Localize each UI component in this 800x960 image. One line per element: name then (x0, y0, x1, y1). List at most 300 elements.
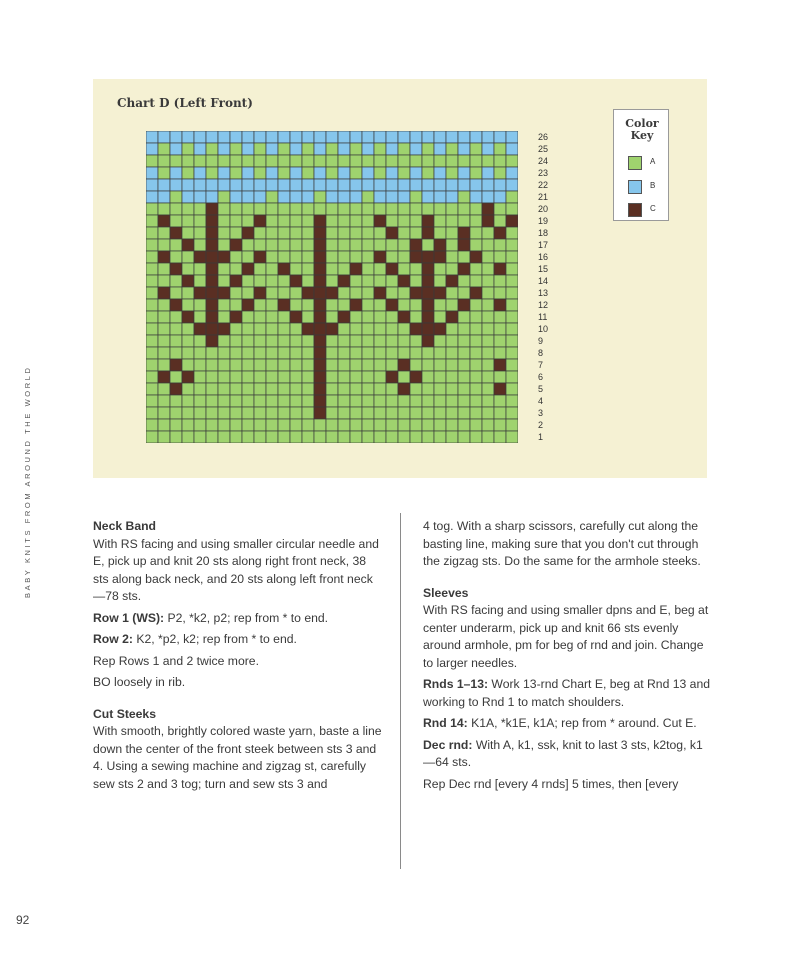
chart-cell (254, 215, 266, 227)
chart-cell (326, 155, 338, 167)
chart-cell (470, 299, 482, 311)
chart-cell (422, 275, 434, 287)
chart-cell (194, 347, 206, 359)
chart-cell (242, 419, 254, 431)
chart-cell (146, 131, 158, 143)
chart-cell (374, 395, 386, 407)
chart-cell (302, 251, 314, 263)
chart-cell (494, 311, 506, 323)
chart-cell (218, 143, 230, 155)
chart-cell (326, 299, 338, 311)
chart-cell (266, 239, 278, 251)
chart-cell (146, 155, 158, 167)
chart-cell (326, 239, 338, 251)
row-number-label: 16 (538, 252, 549, 262)
chart-cell (230, 395, 242, 407)
chart-cell (338, 371, 350, 383)
chart-cell (170, 323, 182, 335)
chart-cell (146, 323, 158, 335)
chart-cell (494, 383, 506, 395)
chart-cell (278, 143, 290, 155)
chart-cell (362, 395, 374, 407)
chart-cell (230, 275, 242, 287)
chart-cell (218, 227, 230, 239)
chart-cell (470, 131, 482, 143)
chart-cell (194, 323, 206, 335)
chart-cell (434, 263, 446, 275)
chart-cell (254, 371, 266, 383)
chart-cell (410, 215, 422, 227)
chart-cell (182, 323, 194, 335)
chart-cell (410, 383, 422, 395)
chart-cell (446, 347, 458, 359)
row-number-label: 10 (538, 324, 549, 334)
chart-cell (386, 191, 398, 203)
chart-cell (434, 239, 446, 251)
chart-cell (446, 407, 458, 419)
chart-cell (422, 323, 434, 335)
chart-cell (506, 275, 518, 287)
chart-cell (398, 155, 410, 167)
chart-cell (506, 215, 518, 227)
chart-cell (470, 215, 482, 227)
chart-cell (506, 407, 518, 419)
chart-cell (194, 215, 206, 227)
chart-cell (494, 431, 506, 443)
chart-cell (278, 251, 290, 263)
row-number-label: 18 (538, 228, 549, 238)
chart-cell (422, 431, 434, 443)
chart-cell (254, 143, 266, 155)
chart-cell (290, 251, 302, 263)
chart-cell (410, 431, 422, 443)
chart-cell (326, 227, 338, 239)
row-number-label: 17 (538, 240, 549, 250)
chart-cell (434, 347, 446, 359)
chart-cell (170, 251, 182, 263)
chart-cell (254, 395, 266, 407)
chart-cell (422, 263, 434, 275)
chart-cell (218, 335, 230, 347)
chart-cell (374, 419, 386, 431)
chart-cell (338, 203, 350, 215)
chart-cell (494, 275, 506, 287)
chart-cell (470, 275, 482, 287)
chart-cell (218, 191, 230, 203)
chart-cell (458, 191, 470, 203)
chart-cell (326, 251, 338, 263)
chart-cell (374, 287, 386, 299)
chart-cell (254, 263, 266, 275)
chart-cell (434, 287, 446, 299)
chart-cell (482, 395, 494, 407)
chart-cell (446, 383, 458, 395)
chart-cell (314, 311, 326, 323)
chart-cell (314, 179, 326, 191)
chart-cell (206, 431, 218, 443)
chart-cell (470, 347, 482, 359)
chart-cell (458, 155, 470, 167)
chart-cell (338, 407, 350, 419)
chart-cell (422, 359, 434, 371)
chart-cell (410, 263, 422, 275)
chart-cell (434, 167, 446, 179)
chart-cell (506, 287, 518, 299)
chart-cell (446, 179, 458, 191)
chart-cell (206, 359, 218, 371)
chart-cell (206, 131, 218, 143)
chart-cell (254, 299, 266, 311)
chart-cell (398, 251, 410, 263)
cut-steeks-continued: 4 tog. With a sharp scissors, carefully cut along the basting line, making sure that you don't cut through the zigzag sts. Do the same for the armhole steeks. (423, 519, 701, 568)
chart-cell (458, 383, 470, 395)
chart-cell (254, 203, 266, 215)
chart-cell (350, 431, 362, 443)
chart-cell (266, 359, 278, 371)
chart-cell (386, 239, 398, 251)
chart-cell (410, 179, 422, 191)
chart-cell (314, 263, 326, 275)
chart-cell (470, 431, 482, 443)
chart-cell (194, 383, 206, 395)
chart-cell (374, 251, 386, 263)
chart-cell (470, 167, 482, 179)
chart-cell (242, 311, 254, 323)
chart-cell (218, 407, 230, 419)
chart-cell (266, 299, 278, 311)
chart-cell (482, 431, 494, 443)
chart-cell (434, 419, 446, 431)
chart-cell (278, 239, 290, 251)
chart-cell (458, 323, 470, 335)
chart-cell (254, 359, 266, 371)
chart-cell (410, 335, 422, 347)
chart-cell (302, 359, 314, 371)
chart-cell (206, 335, 218, 347)
chart-cell (266, 215, 278, 227)
chart-cell (254, 227, 266, 239)
chart-cell (446, 263, 458, 275)
chart-cell (422, 239, 434, 251)
row-number-label: 11 (538, 312, 548, 322)
chart-cell (302, 167, 314, 179)
chart-cell (458, 143, 470, 155)
chart-cell (506, 359, 518, 371)
chart-cell (314, 167, 326, 179)
chart-cell (302, 179, 314, 191)
chart-cell (158, 251, 170, 263)
chart-cell (278, 395, 290, 407)
chart-cell (194, 395, 206, 407)
chart-cell (338, 419, 350, 431)
chart-cell (146, 419, 158, 431)
chart-cell (482, 371, 494, 383)
rnd14-text: K1A, *k1E, k1A; rep from * around. Cut E. (467, 716, 697, 730)
chart-cell (290, 131, 302, 143)
chart-cell (230, 323, 242, 335)
chart-cell (146, 275, 158, 287)
chart-cell (386, 179, 398, 191)
chart-cell (230, 419, 242, 431)
chart-cell (458, 407, 470, 419)
chart-cell (158, 383, 170, 395)
chart-cell (494, 143, 506, 155)
chart-cell (218, 239, 230, 251)
chart-cell (482, 359, 494, 371)
chart-cell (290, 407, 302, 419)
chart-cell (290, 323, 302, 335)
chart-cell (230, 179, 242, 191)
chart-cell (362, 299, 374, 311)
chart-cell (410, 191, 422, 203)
chart-cell (446, 299, 458, 311)
chart-cell (374, 275, 386, 287)
row-number-label: 20 (538, 204, 549, 214)
chart-cell (374, 131, 386, 143)
chart-cell (278, 131, 290, 143)
chart-cell (266, 383, 278, 395)
chart-cell (434, 275, 446, 287)
chart-cell (266, 131, 278, 143)
chart-cell (158, 191, 170, 203)
chart-cell (218, 371, 230, 383)
chart-cell (506, 383, 518, 395)
chart-cell (482, 311, 494, 323)
chart-cell (398, 395, 410, 407)
chart-cell (242, 371, 254, 383)
chart-cell (314, 215, 326, 227)
chart-cell (386, 311, 398, 323)
chart-cell (194, 311, 206, 323)
chart-cell (386, 371, 398, 383)
chart-cell (242, 383, 254, 395)
chart-cell (146, 371, 158, 383)
chart-cell (266, 263, 278, 275)
chart-cell (434, 359, 446, 371)
chart-cell (338, 179, 350, 191)
chart-cell (302, 299, 314, 311)
chart-cell (170, 179, 182, 191)
chart-cell (302, 239, 314, 251)
chart-cell (146, 287, 158, 299)
chart-cell (362, 227, 374, 239)
chart-cell (326, 263, 338, 275)
chart-cell (206, 311, 218, 323)
chart-cell (338, 431, 350, 443)
chart-cell (422, 299, 434, 311)
chart-cell (398, 215, 410, 227)
chart-cell (170, 431, 182, 443)
chart-cell (482, 335, 494, 347)
chart-cell (158, 239, 170, 251)
chart-cell (446, 323, 458, 335)
chart-cell (302, 143, 314, 155)
chart-cell (410, 275, 422, 287)
chart-cell (446, 239, 458, 251)
chart-cell (230, 227, 242, 239)
chart-cell (314, 371, 326, 383)
chart-cell (314, 155, 326, 167)
chart-cell (266, 395, 278, 407)
chart-cell (266, 335, 278, 347)
chart-cell (230, 371, 242, 383)
chart-cell (506, 347, 518, 359)
chart-cell (146, 203, 158, 215)
chart-cell (230, 191, 242, 203)
chart-cell (182, 239, 194, 251)
chart-cell (194, 143, 206, 155)
chart-cell (434, 299, 446, 311)
chart-cell (350, 419, 362, 431)
chart-cell (158, 323, 170, 335)
chart-cell (494, 323, 506, 335)
chart-cell (314, 407, 326, 419)
chart-cell (410, 251, 422, 263)
chart-cell (506, 311, 518, 323)
chart-cell (326, 407, 338, 419)
chart-cell (158, 143, 170, 155)
chart-cell (314, 359, 326, 371)
row-number-label: 8 (538, 348, 544, 358)
chart-cell (350, 131, 362, 143)
chart-cell (374, 347, 386, 359)
chart-cell (458, 251, 470, 263)
chart-cell (170, 227, 182, 239)
chart-cell (266, 311, 278, 323)
chart-cell (506, 143, 518, 155)
chart-cell (218, 419, 230, 431)
row-number-label: 1 (538, 432, 544, 442)
chart-cell (506, 155, 518, 167)
neck-band-intro: With RS facing and using smaller circular needle and E, pick up and knit 20 sts along right front neck, 38 sts along back neck, and 20 sts along left front neck—78 sts. (93, 536, 379, 603)
chart-cell (398, 311, 410, 323)
chart-cell (398, 287, 410, 299)
chart-cell (386, 299, 398, 311)
chart-cell (470, 407, 482, 419)
chart-cell (314, 395, 326, 407)
chart-cell (398, 191, 410, 203)
chart-cell (494, 155, 506, 167)
chart-cell (350, 335, 362, 347)
row-number-label: 5 (538, 384, 544, 394)
chart-cell (410, 347, 422, 359)
chart-cell (230, 167, 242, 179)
row-number-label: 15 (538, 264, 549, 274)
chart-cell (350, 371, 362, 383)
chart-cell (326, 167, 338, 179)
chart-cell (338, 383, 350, 395)
chart-cell (386, 323, 398, 335)
chart-cell (230, 311, 242, 323)
chart-title: Chart D (Left Front) (117, 96, 253, 110)
chart-cell (242, 359, 254, 371)
chart-cell (326, 311, 338, 323)
chart-cell (398, 143, 410, 155)
chart-cell (458, 431, 470, 443)
chart-cell (254, 275, 266, 287)
chart-cell (338, 347, 350, 359)
chart-cell (302, 311, 314, 323)
chart-panel (93, 79, 707, 478)
chart-cell (266, 431, 278, 443)
chart-cell (314, 191, 326, 203)
chart-cell (290, 395, 302, 407)
chart-cell (158, 155, 170, 167)
row-number-label: 9 (538, 336, 544, 346)
row-number-label: 19 (538, 216, 549, 226)
chart-cell (146, 395, 158, 407)
chart-cell (254, 191, 266, 203)
chart-cell (266, 155, 278, 167)
chart-cell (446, 275, 458, 287)
chart-cell (314, 347, 326, 359)
chart-cell (494, 335, 506, 347)
chart-cell (326, 347, 338, 359)
chart-cell (446, 311, 458, 323)
chart-cell (182, 131, 194, 143)
right-column (423, 518, 713, 797)
chart-cell (326, 191, 338, 203)
chart-cell (326, 395, 338, 407)
chart-cell (386, 395, 398, 407)
chart-cell (314, 203, 326, 215)
chart-cell (194, 335, 206, 347)
chart-cell (482, 383, 494, 395)
chart-cell (278, 323, 290, 335)
chart-cell (326, 131, 338, 143)
row-number-label: 13 (538, 288, 549, 298)
row-number-label: 25 (538, 144, 549, 154)
chart-cell (194, 167, 206, 179)
row1-label: Row 1 (WS): (93, 610, 165, 625)
chart-cell (494, 263, 506, 275)
column-divider (400, 513, 401, 869)
chart-cell (422, 131, 434, 143)
chart-cell (338, 239, 350, 251)
chart-cell (158, 431, 170, 443)
chart-cell (470, 383, 482, 395)
chart-cell (326, 215, 338, 227)
chart-cell (350, 299, 362, 311)
chart-cell (254, 419, 266, 431)
chart-cell (410, 371, 422, 383)
chart-cell (386, 155, 398, 167)
chart-cell (290, 383, 302, 395)
chart-cell (170, 347, 182, 359)
chart-cell (482, 239, 494, 251)
chart-cell (182, 395, 194, 407)
chart-cell (218, 263, 230, 275)
chart-cell (374, 155, 386, 167)
chart-cell (302, 131, 314, 143)
chart-cell (434, 227, 446, 239)
chart-cell (338, 167, 350, 179)
chart-cell (146, 251, 158, 263)
chart-cell (170, 359, 182, 371)
chart-cell (194, 131, 206, 143)
chart-cell (266, 251, 278, 263)
chart-cell (314, 335, 326, 347)
chart-cell (446, 191, 458, 203)
chart-cell (434, 383, 446, 395)
chart-cell (302, 335, 314, 347)
chart-cell (302, 263, 314, 275)
chart-cell (458, 227, 470, 239)
chart-cell (362, 251, 374, 263)
chart-cell (470, 203, 482, 215)
chart-cell (194, 227, 206, 239)
chart-cell (362, 143, 374, 155)
